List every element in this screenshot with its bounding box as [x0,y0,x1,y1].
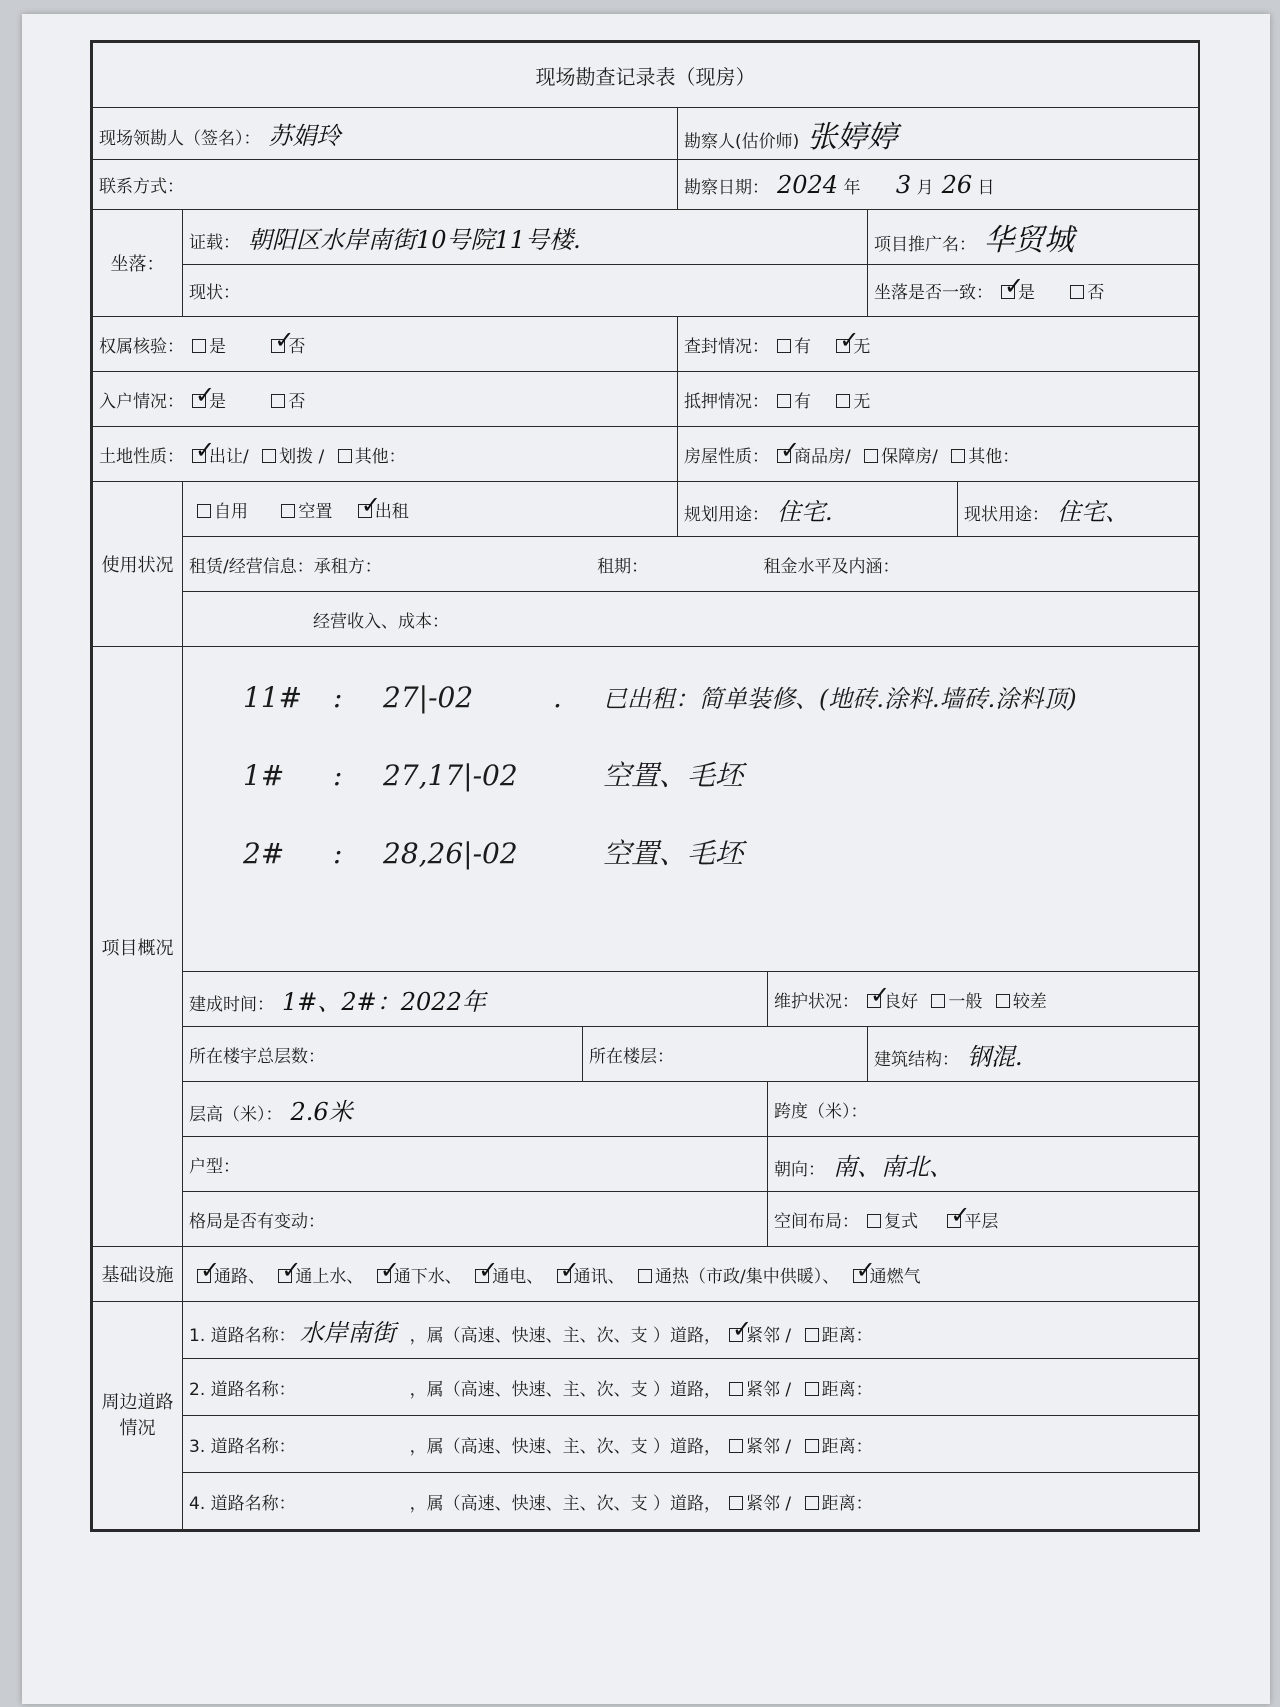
house-cell [678,427,1199,482]
promo-value: 华贸城 [984,223,1074,258]
road-name-value: 水岸南街 [299,1318,396,1347]
total-floors-label: 所在楼宇总层数： [189,1046,325,1067]
checkbox[interactable] [996,994,1010,1008]
income-cell [183,592,1199,647]
checkbox[interactable] [729,1439,743,1453]
checkbox-checked[interactable] [197,1269,211,1283]
usage-options-cell [183,482,678,537]
land-opt3: 其他： [354,446,406,467]
note-line: 2# : 28,26|-02 空置、毛坯 [243,837,744,870]
roads-label: 周边道路情况 [93,1302,183,1530]
contact-label: 联系方式： [99,177,184,197]
form-table [92,42,1199,1530]
date-label: 勘察日期： [684,177,769,198]
current-label: 现状： [189,283,240,303]
checkbox[interactable] [805,1496,819,1510]
plan-use-value: 住宅. [777,497,833,526]
infra-item: 通上水、 [295,1266,364,1287]
checkbox[interactable] [864,449,878,463]
consistent-label: 坐落是否一致： [874,283,993,303]
checkbox[interactable] [729,1382,743,1396]
current-use-value: 住宅、 [1057,497,1129,526]
floor-label: 所在楼层： [589,1046,674,1067]
rent-label: 租金水平及内涵： [763,556,900,577]
entry-no: 否 [288,391,306,412]
orient-label: 朝向： [774,1159,825,1180]
total-floors-cell [183,1027,583,1082]
built-cell [183,972,768,1027]
checkbox-checked[interactable] [836,339,850,353]
promo-label: 项目推广名： [874,235,976,255]
entry-label: 入户情况： [99,391,184,412]
height-cell [183,1082,768,1137]
mortgage-label: 抵押情况： [684,391,769,412]
checkbox-checked[interactable] [867,994,881,1008]
checkbox[interactable] [867,1214,881,1228]
infra-item: 通讯、 [573,1266,625,1287]
leader-signature: 苏娟玲 [268,122,341,150]
infra-label: 基础设施 [93,1247,183,1302]
seal-no: 无 [853,336,871,357]
maint-poor: 较差 [1012,991,1047,1012]
leader-label: 现场领勘人（签名）： [99,129,261,149]
paper-sheet [22,14,1270,1704]
height-label: 层高（米）： [189,1104,283,1125]
cert-label: 证载： [189,232,240,253]
space-label: 空间布局： [774,1211,859,1232]
lease-label: 租赁/经营信息：承租方： [189,556,382,577]
current-cell [183,265,868,317]
house-label: 房屋性质： [684,446,769,467]
checkbox[interactable] [805,1382,819,1396]
infra-item: 通路、 [214,1266,265,1287]
space-duplex: 复式 [884,1211,918,1232]
overview-notes [183,647,1199,972]
consistent-cell [868,265,1199,317]
current-use-label: 现状用途： [964,504,1049,525]
checkbox-checked[interactable] [853,1269,867,1283]
inspector-cell [678,108,1199,160]
location-label: 坐落： [93,210,183,317]
checkbox[interactable] [192,339,206,353]
mortgage-yes: 有 [794,391,811,412]
seal-cell [678,317,1199,372]
date-month-unit: 月 [916,177,934,198]
built-value: 1#、2#：2022年 [282,987,486,1016]
seal-label: 查封情况： [684,336,769,357]
checkbox[interactable] [931,994,945,1008]
form-title: 现场勘查记录表（现房） [93,43,1199,108]
road-row: 2. 道路名称： ，属（高速、快速、主、次、支 ）道路， 紧邻 / 距离： [183,1359,1199,1416]
usage-rent: 出租 [374,501,409,522]
house-opt3: 其他： [968,446,1020,467]
ownership-label: 权属核验： [99,336,184,357]
checkbox[interactable] [951,449,965,463]
orient-cell [768,1137,1199,1192]
land-label: 土地性质： [99,446,184,467]
mortgage-cell [678,372,1199,427]
height-value: 2.6米 [290,1097,353,1126]
checkbox[interactable] [777,394,791,408]
date-month: 3 [895,170,912,199]
lease-term-label: 租期： [597,556,649,577]
checkbox-checked[interactable] [947,1214,961,1228]
entry-yes: 是 [209,391,226,412]
ownership-cell [93,317,678,372]
checkbox-checked[interactable] [475,1269,489,1283]
maint-cell [768,972,1199,1027]
house-opt2: 保障房/ [881,446,938,467]
usage-label: 使用状况 [93,482,183,647]
checkbox[interactable] [836,394,850,408]
house-opt1: 商品房/ [794,446,851,467]
overview-label: 项目概况 [93,647,183,1247]
infra-cell [183,1247,1199,1302]
maint-good: 良好 [884,991,918,1012]
span-label: 跨度（米）： [774,1101,868,1122]
road-row: 3. 道路名称： ，属（高速、快速、主、次、支 ）道路， 紧邻 / 距离： [183,1416,1199,1473]
land-cell [93,427,678,482]
checkbox[interactable] [638,1269,652,1283]
entry-cell [93,372,678,427]
land-opt2: 划拨 / [279,446,325,467]
infra-item: 通电、 [492,1266,544,1287]
road-row: 4. 道路名称： ，属（高速、快速、主、次、支 ）道路， 紧邻 / 距离： [183,1473,1199,1530]
inspector-label: 勘察人(估价师) [684,131,800,152]
layout-change-cell [183,1192,768,1247]
leader-cell [93,108,678,160]
income-label: 经营收入、成本： [313,611,449,632]
checkbox[interactable] [262,449,276,463]
checkbox[interactable] [281,504,295,518]
span-cell [768,1082,1199,1137]
maint-avg: 一般 [948,991,983,1012]
checkbox-checked[interactable] [192,449,206,463]
checkbox[interactable] [729,1496,743,1510]
mortgage-no: 无 [853,391,871,412]
space-flat: 平层 [964,1211,999,1232]
checkbox[interactable] [197,504,211,518]
contact-cell [93,160,678,210]
date-year-unit: 年 [843,177,861,198]
plan-use-label: 规划用途： [684,504,769,525]
ownership-no: 否 [288,336,306,357]
type-cell [183,1137,768,1192]
space-cell [768,1192,1199,1247]
infra-item: 通燃气 [869,1266,921,1287]
date-day: 26 [941,170,973,199]
note-line: 1# : 27,17|-02 空置、毛坯 [243,759,744,792]
layout-change-label: 格局是否有变动： [189,1211,325,1232]
checkbox[interactable] [271,394,285,408]
checkbox-checked[interactable] [729,1328,743,1342]
inspection-form [90,40,1200,1532]
structure-cell [868,1027,1199,1082]
current-use-cell [958,482,1199,537]
floor-cell [583,1027,868,1082]
consistent-no: 否 [1087,283,1105,303]
checkbox-checked[interactable] [557,1269,571,1283]
consistent-yes: 是 [1018,283,1035,303]
usage-self: 自用 [214,501,248,522]
orient-value: 南、南北、 [833,1152,953,1181]
built-label: 建成时间： [189,994,274,1015]
infra-item: 通下水、 [393,1266,462,1287]
inspector-signature: 张婷婷 [807,119,898,155]
lease-cell [183,537,1199,592]
checkbox[interactable] [777,339,791,353]
maint-label: 维护状况： [774,991,859,1012]
checkbox[interactable] [805,1439,819,1453]
structure-value: 钢混. [967,1042,1023,1071]
checkbox-checked[interactable] [777,449,791,463]
seal-yes: 有 [794,336,811,357]
checkbox[interactable] [338,449,352,463]
cert-value: 朝阳区水岸南街10号院11号楼. [248,225,581,254]
infra-item: 通热（市政/集中供暖）、 [655,1266,840,1287]
checkbox-checked[interactable] [1001,285,1015,299]
structure-label: 建筑结构： [874,1049,959,1070]
type-label: 户型： [189,1156,240,1177]
plan-use-cell [678,482,958,537]
checkbox-checked[interactable] [358,504,372,518]
checkbox-checked[interactable] [377,1269,391,1283]
checkbox[interactable] [805,1328,819,1342]
note-line: 11# : 27|-02 . 已出租：简单装修、(地砖.涂料.墙砖.涂料顶) [243,681,1077,714]
checkbox-checked[interactable] [271,339,285,353]
checkbox-checked[interactable] [192,394,206,408]
date-cell [678,160,1199,210]
ownership-yes: 是 [209,336,226,357]
land-opt1: 出让/ [209,446,249,467]
usage-vacant: 空置 [298,501,333,522]
road-row: 1. 道路名称： 水岸南街 ，属（高速、快速、主、次、支 ）道路，✓ 紧邻 / 距离： [183,1302,1199,1359]
checkbox[interactable] [1070,285,1084,299]
promo-cell [868,210,1199,265]
date-day-unit: 日 [977,177,995,198]
cert-cell [183,210,868,265]
checkbox-checked[interactable] [278,1269,292,1283]
date-year: 2024 [777,170,839,199]
